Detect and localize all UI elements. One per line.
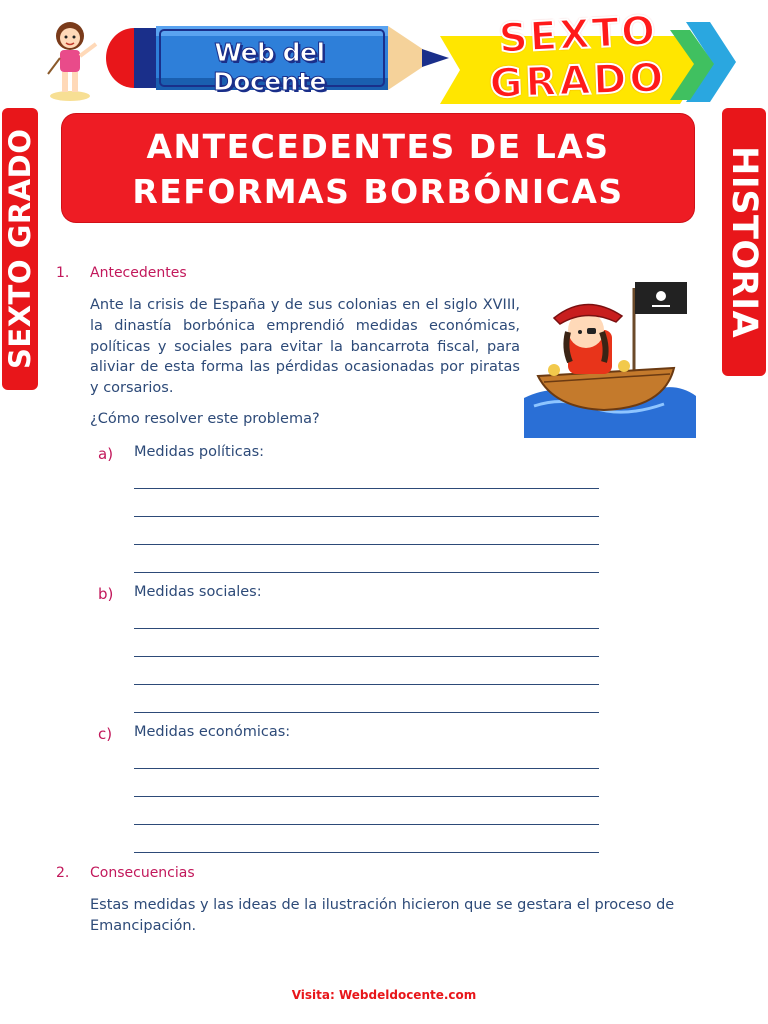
section2-number: 2.: [56, 865, 70, 881]
answer-line[interactable]: [134, 712, 599, 713]
answer-line[interactable]: [134, 488, 599, 489]
pirate-boat-illustration: [524, 278, 696, 438]
section2-paragraph: Estas medidas y las ideas de la ilustración hicieron que se gestara el proceso de Emancipación.: [90, 897, 675, 934]
grade-label-line2: GRADO: [488, 54, 668, 108]
answer-line[interactable]: [134, 768, 599, 769]
answer-line[interactable]: [134, 516, 599, 517]
item-b-label: Medidas sociales:: [134, 584, 262, 600]
item-b-letter: b): [98, 585, 114, 603]
teacher-mascot-illustration: [40, 14, 102, 102]
item-c-letter: c): [98, 725, 113, 743]
answer-line[interactable]: [134, 544, 599, 545]
right-subject-tab-label: HISTORIA: [724, 145, 764, 339]
item-a-label: Medidas políticas:: [134, 444, 265, 460]
section1-heading: Antecedentes: [90, 265, 187, 281]
section2-heading: Consecuencias: [90, 865, 195, 881]
item-a-letter: a): [98, 445, 114, 463]
answer-line[interactable]: [134, 824, 599, 825]
item-c-label: Medidas económicas:: [134, 724, 291, 740]
section1-question: ¿Cómo resolver este problema?: [90, 411, 320, 427]
answer-line[interactable]: [134, 852, 599, 853]
answer-line[interactable]: [134, 684, 599, 685]
left-grade-tab-label: SEXTO GRADO: [3, 128, 37, 370]
title-line2: REFORMAS BORBÓNICAS: [132, 172, 624, 211]
grade-label-line1: SEXTO: [497, 7, 659, 63]
title-line1: ANTECEDENTES DE LAS: [146, 127, 610, 166]
page-title: [62, 124, 694, 214]
answer-line[interactable]: [134, 572, 599, 573]
answer-line[interactable]: [134, 656, 599, 657]
brand-label: Web del Docente: [213, 38, 326, 96]
section1-paragraph: Ante la crisis de España y de sus colonias en el siglo XVIII, la dinastía borbónica emprendió medidas económicas, políticas y sociales para evitar la bancarrota fiscal, para aliviar de esta forma las pérdidas ocasionadas por piratas y corsarios.: [90, 297, 520, 397]
answer-line[interactable]: [134, 796, 599, 797]
answer-line[interactable]: [134, 628, 599, 629]
section1-number: 1.: [56, 265, 70, 281]
footer-link[interactable]: Visita: Webdeldocente.com: [291, 988, 477, 1002]
